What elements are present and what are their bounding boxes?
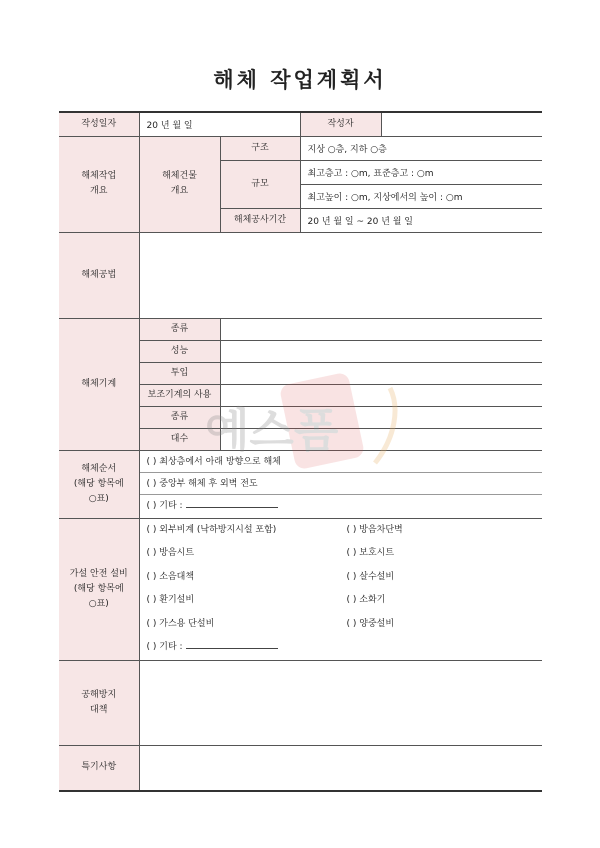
machine-row-label: 보조기계의 사용 <box>139 384 220 406</box>
author-label: 작성자 <box>300 112 381 136</box>
notes-value[interactable] <box>139 745 542 791</box>
watermark-text: 예스폼 <box>205 403 339 457</box>
document-title: 해체 작업계획서 <box>213 68 387 92</box>
safety-option[interactable]: ( ) 가스용 단설비 <box>146 618 215 629</box>
demolition-plan-form <box>59 111 542 792</box>
machine-row-value[interactable] <box>220 340 542 362</box>
order-option[interactable]: ( ) 중앙부 해체 후 외벽 전도 <box>140 473 543 495</box>
pollution-value[interactable] <box>139 660 542 745</box>
machine-row-label: 성능 <box>139 340 220 362</box>
safety-option[interactable]: ( ) 방음차단벽 <box>346 524 403 535</box>
period-label: 해체공사기간 <box>220 208 300 232</box>
scale-line-1[interactable]: 최고층고 : ○m, 표준층고 : ○m <box>300 160 542 184</box>
safety-option[interactable]: ( ) 방음시트 <box>146 548 195 558</box>
safety-option[interactable]: ( ) 소화기 <box>346 595 386 605</box>
machine-row-label: 종류 <box>139 406 220 428</box>
machine-row-value[interactable] <box>220 318 542 340</box>
safety-option[interactable]: ( ) 보호시트 <box>346 548 395 558</box>
machine-row-label: 대수 <box>139 428 220 450</box>
order-label: 해체순서 (해당 항목에 ○표) <box>59 450 139 518</box>
machine-row-value[interactable] <box>220 428 542 450</box>
building-overview-label: 해체건물 개요 <box>139 136 220 232</box>
safety-option-other[interactable] <box>140 636 340 660</box>
order-other-field[interactable] <box>186 499 278 508</box>
machine-row-label: 종류 <box>139 318 220 340</box>
method-value[interactable] <box>139 232 542 318</box>
order-option-other[interactable] <box>140 495 543 517</box>
machine-label: 해체기계 <box>59 318 139 450</box>
safety-other-label: ( ) 기타 : <box>146 642 183 652</box>
period-value[interactable]: 20 년 월 일 ~ 20 년 월 일 <box>300 208 542 232</box>
structure-label: 구조 <box>220 136 300 160</box>
safety-option[interactable]: ( ) 살수설비 <box>346 571 395 582</box>
method-label: 해체공법 <box>59 232 139 318</box>
safety-option[interactable]: ( ) 양중설비 <box>346 618 395 629</box>
pollution-label: 공해방지 대책 <box>59 660 139 745</box>
machine-row-value[interactable] <box>220 384 542 406</box>
machine-row-value[interactable] <box>220 362 542 384</box>
scale-label: 규모 <box>220 160 300 208</box>
order-option[interactable]: ( ) 최상층에서 아래 방향으로 해체 <box>140 451 543 473</box>
safety-option[interactable]: ( ) 소음대책 <box>146 571 195 582</box>
date-value[interactable]: 20 년 월 일 <box>139 112 300 136</box>
scale-line-2[interactable]: 최고높이 : ○m, 지상에서의 높이 : ○m <box>300 184 542 208</box>
safety-option[interactable]: ( ) 외부비계 (낙하방지시설 포함) <box>146 524 277 535</box>
order-options <box>139 450 542 518</box>
machine-row-value[interactable] <box>220 406 542 428</box>
safety-other-field[interactable] <box>186 640 278 649</box>
overview-label: 해체작업 개요 <box>59 136 139 232</box>
notes-label: 특기사항 <box>59 745 139 791</box>
safety-option[interactable]: ( ) 환기설비 <box>146 595 195 605</box>
safety-label: 가설 안전 설비 (해당 항목에 ○표) <box>59 518 139 660</box>
structure-value[interactable]: 지상 ○층, 지하 ○층 <box>300 136 542 160</box>
safety-options <box>139 518 542 660</box>
order-other-label: ( ) 기타 : <box>146 501 183 511</box>
machine-row-label: 투입 <box>139 362 220 384</box>
date-label: 작성일자 <box>59 112 139 136</box>
author-value[interactable] <box>381 112 542 136</box>
